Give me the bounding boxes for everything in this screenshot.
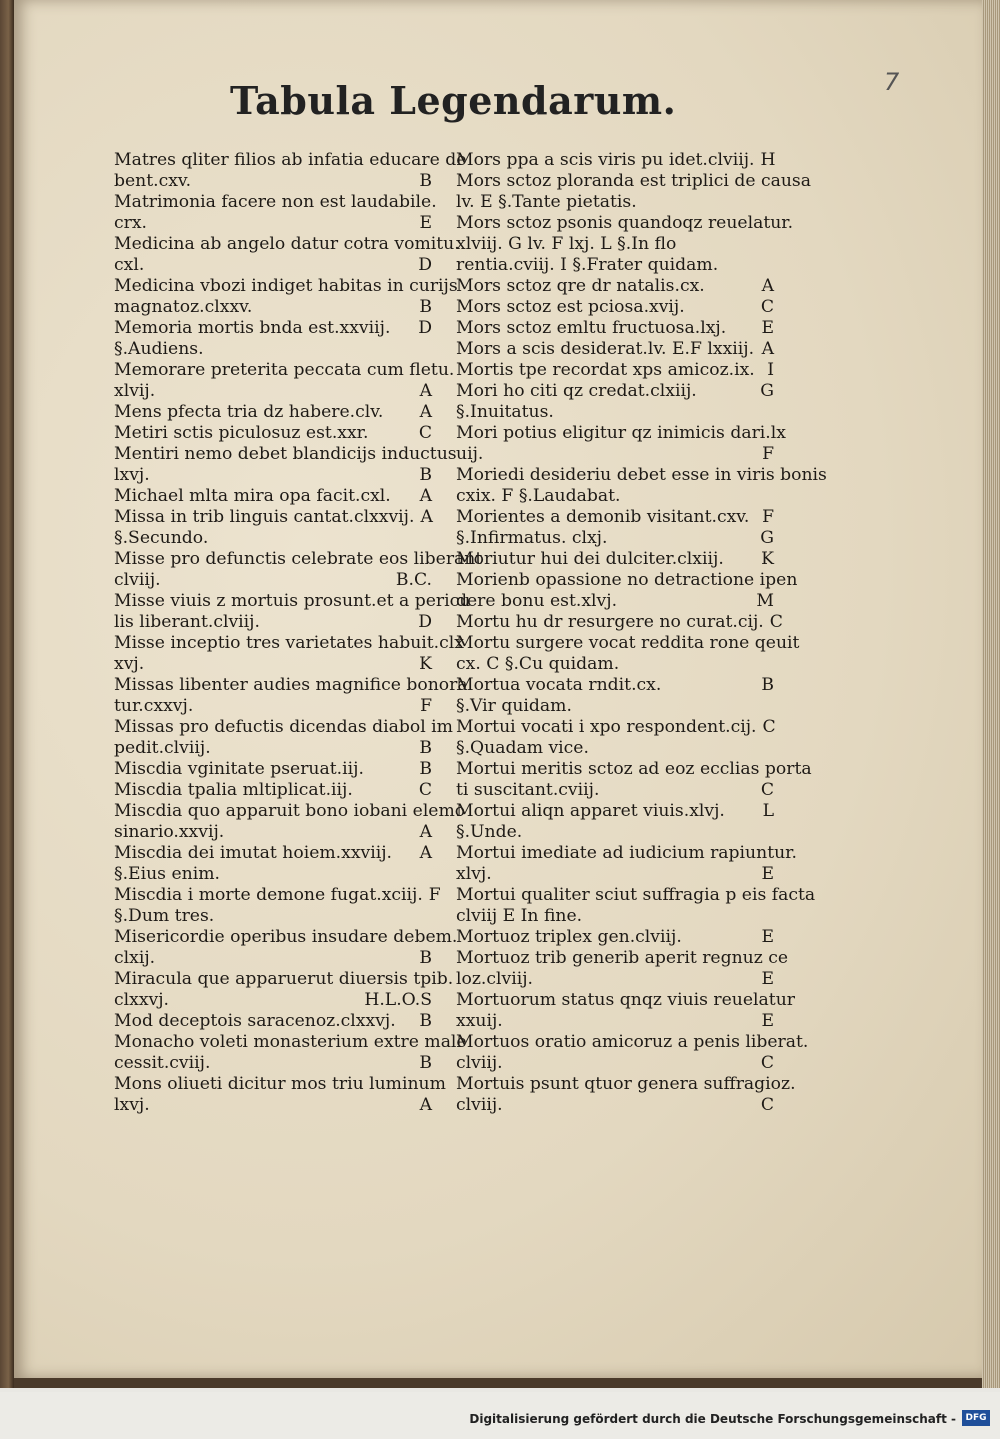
entry-text: lv. E §.Tante pietatis. — [456, 192, 637, 212]
entry-key: E — [761, 1011, 774, 1031]
right-column — [456, 150, 827, 1116]
index-entry — [114, 213, 432, 234]
index-entry — [114, 444, 457, 465]
entry-text: Mortui vocati i xpo respondent.cij. — [456, 717, 757, 737]
entry-key: F — [762, 507, 774, 527]
entry-text: clxij. — [114, 948, 156, 968]
entry-key — [446, 1074, 452, 1095]
index-entry — [114, 885, 441, 906]
index-entry — [114, 990, 432, 1011]
entry-key — [768, 486, 774, 507]
entry-text: Mori potius eligitur qz inimicis dari.lx — [456, 423, 786, 443]
index-entry — [456, 486, 774, 507]
entry-text: Miscdia i morte demone fugat.xciij. — [114, 885, 423, 905]
entry-text: Memoria mortis bnda est.xxviij. — [114, 318, 391, 338]
entry-key: B — [761, 675, 774, 695]
entry-text: Miscdia quo apparuit bono iobani elemo — [114, 801, 466, 821]
index-entry — [456, 276, 774, 297]
index-entry — [456, 591, 774, 612]
entry-text: rentia.cviij. I §.Frater quidam. — [456, 255, 719, 275]
entry-text: Mors sctoz est pciosa.xvij. — [456, 297, 685, 317]
index-entry — [456, 906, 774, 927]
entry-key: E — [419, 213, 432, 233]
page — [14, 0, 982, 1378]
entry-text: Mors sctoz qre dr natalis.cx. — [456, 276, 705, 296]
entry-key: A — [419, 1095, 432, 1115]
entry-text: Michael mlta mira opa facit.cxl. — [114, 486, 391, 506]
entry-key: E — [761, 864, 774, 884]
page-title: Tabula Legendarum. — [230, 78, 677, 123]
entry-text: Missas libenter audies magnifice bonora — [114, 675, 468, 695]
entry-key — [768, 654, 774, 675]
entry-key — [768, 696, 774, 717]
entry-text: Mortui aliqn apparet viuis.xlvj. — [456, 801, 725, 821]
index-entry — [456, 927, 774, 948]
entry-key: A — [420, 507, 433, 527]
entry-text: Memorare preterita peccata cum fletu. — [114, 360, 455, 380]
entry-key: C — [760, 297, 774, 317]
entry-key: B — [419, 759, 432, 779]
entry-key: B — [419, 171, 432, 191]
entry-key: A — [761, 276, 774, 296]
entry-key: D — [418, 612, 432, 632]
index-entry — [456, 528, 774, 549]
index-entry — [456, 633, 800, 654]
entry-text: Miracula que apparuerut diuersis tpib. — [114, 969, 454, 989]
entry-key: D — [418, 318, 432, 338]
entry-key: G — [760, 528, 774, 548]
entry-key: A — [761, 339, 774, 359]
index-entry — [114, 1074, 446, 1095]
entry-text: Matrimonia facere non est laudabile. — [114, 192, 437, 212]
entry-text: xxuij. — [456, 1011, 503, 1031]
dfg-logo: DFG — [962, 1410, 990, 1426]
entry-text: §.Inuitatus. — [456, 402, 554, 422]
entry-key: B — [419, 738, 432, 758]
entry-text: §.Audiens. — [114, 339, 204, 359]
entry-text: Mentiri nemo debet blandicijs inductus — [114, 444, 457, 464]
entry-text: cxix. F §.Laudabat. — [456, 486, 621, 506]
entry-text: Morientes a demonib visitant.cxv. — [456, 507, 750, 527]
book-spine — [0, 0, 14, 1388]
entry-key: B — [419, 297, 432, 317]
index-entry — [456, 1032, 809, 1053]
entry-key — [812, 759, 818, 780]
index-entry — [114, 1032, 467, 1053]
entry-key: A — [419, 822, 432, 842]
index-entry — [114, 969, 454, 990]
index-entry — [114, 402, 432, 423]
entry-key: F — [762, 444, 774, 464]
index-entry — [456, 843, 797, 864]
entry-text: §.Infirmatus. clxj. — [456, 528, 608, 548]
entry-key: A — [419, 402, 432, 422]
entry-text: Mors sctoz emltu fructuosa.lxj. — [456, 318, 727, 338]
index-entry — [114, 906, 432, 927]
entry-text: bent.cxv. — [114, 171, 192, 191]
entry-text: Mortui meritis sctoz ad eoz ecclias porta — [456, 759, 812, 779]
index-entry — [114, 528, 432, 549]
entry-key — [768, 738, 774, 759]
index-entry — [114, 780, 432, 801]
entry-key: H — [760, 150, 776, 170]
index-entry — [114, 276, 458, 297]
index-entry — [456, 1074, 796, 1095]
index-entry — [456, 948, 789, 969]
index-entry — [456, 738, 774, 759]
index-entry — [456, 150, 774, 171]
index-entry — [456, 822, 774, 843]
entry-key: F — [428, 885, 441, 905]
entry-text: xlvj. — [456, 864, 492, 884]
entry-text: §.Eius enim. — [114, 864, 220, 884]
entry-text: Misse pro defunctis celebrate eos liberant — [114, 549, 483, 569]
index-entry — [114, 423, 432, 444]
index-entry — [114, 1095, 432, 1116]
index-entry — [456, 801, 774, 822]
index-entry — [456, 969, 774, 990]
entry-text: Medicina ab angelo datur cotra vomitu. — [114, 234, 460, 254]
entry-key — [768, 255, 774, 276]
index-entry — [114, 1053, 432, 1074]
entry-key: L — [762, 801, 774, 821]
entry-key: D — [418, 255, 432, 275]
index-entry — [456, 1095, 774, 1116]
index-entry — [114, 654, 432, 675]
entry-key — [795, 990, 801, 1011]
entry-text: Morienb opassione no detractione ipen — [456, 570, 798, 590]
entry-text: Moriedi desideriu debet esse in viris bonis — [456, 465, 827, 485]
entry-text: clxxvj. — [114, 990, 170, 1010]
entry-key: F — [420, 696, 432, 716]
entry-text: Mortui qualiter sciut suffragia p eis facta — [456, 885, 816, 905]
entry-text: Medicina vbozi indiget habitas in curijs — [114, 276, 458, 296]
entry-key: E — [761, 927, 774, 947]
entry-text: Mortuoz trib generib aperit regnuz ce — [456, 948, 789, 968]
entry-text: §.Dum tres. — [114, 906, 215, 926]
entry-key — [797, 570, 803, 591]
index-entry — [114, 696, 432, 717]
index-entry — [114, 1011, 432, 1032]
entry-text: Mors sctoz psonis quandoqz reuelatur. — [456, 213, 794, 233]
index-entry — [114, 864, 432, 885]
index-entry — [114, 318, 432, 339]
index-entry — [114, 948, 432, 969]
index-entry — [456, 507, 774, 528]
index-entry — [114, 339, 432, 360]
entry-text: Mortuis psunt qtuor genera suffragioz. — [456, 1074, 796, 1094]
entry-text: pedit.clviij. — [114, 738, 211, 758]
index-entry — [114, 192, 437, 213]
index-entry — [456, 1053, 774, 1074]
entry-text: Mori ho citi qz credat.clxiij. — [456, 381, 697, 401]
index-entry — [456, 675, 774, 696]
index-entry — [114, 171, 432, 192]
entry-key — [793, 213, 799, 234]
entry-key — [768, 906, 774, 927]
entry-text: Mortua vocata rndit.cx. — [456, 675, 662, 695]
entry-text: Mons oliueti dicitur mos triu luminum — [114, 1074, 446, 1094]
entry-text: clviij. — [456, 1053, 503, 1073]
entry-key: B — [419, 1011, 432, 1031]
entry-key: B — [419, 948, 432, 968]
entry-key: G — [760, 381, 774, 401]
entry-key — [768, 822, 774, 843]
entry-key: A — [419, 381, 432, 401]
index-entry — [456, 297, 774, 318]
index-entry — [456, 612, 783, 633]
index-entry — [114, 717, 453, 738]
entry-text: Mors ppa a scis viris pu idet.clviij. — [456, 150, 755, 170]
index-entry — [456, 339, 774, 360]
index-entry — [114, 801, 466, 822]
index-entry — [114, 549, 483, 570]
entry-text: Matres qliter filios ab infatia educare de — [114, 150, 467, 170]
index-entry — [114, 927, 458, 948]
entry-key: I — [767, 360, 774, 380]
entry-key: B — [419, 465, 432, 485]
entry-key — [768, 234, 774, 255]
entry-key — [426, 528, 432, 549]
index-entry — [114, 255, 432, 276]
index-entry — [456, 423, 786, 444]
entry-text: xlviij. G lv. F lxj. L §.In flo — [456, 234, 677, 254]
entry-text: Miscdia vginitate pseruat.iij. — [114, 759, 364, 779]
entry-key: B — [419, 1053, 432, 1073]
entry-text: Mortui imediate ad iudicium rapiuntur. — [456, 843, 797, 863]
entry-text: Mors sctoz ploranda est triplici de causa — [456, 171, 811, 191]
entry-text: Monacho voleti monasterium extre male — [114, 1032, 467, 1052]
entry-text: Mod deceptois saracenoz.clxxvj. — [114, 1011, 396, 1031]
entry-text: cx. C §.Cu quidam. — [456, 654, 620, 674]
index-entry — [114, 843, 432, 864]
index-entry — [114, 465, 432, 486]
entry-key: A — [419, 843, 432, 863]
index-entry — [456, 780, 774, 801]
entry-text: §.Quadam vice. — [456, 738, 589, 758]
entry-key — [426, 906, 432, 927]
entry-key: M — [756, 591, 774, 611]
entry-key: K — [761, 549, 774, 569]
entry-text: xvj. — [114, 654, 145, 674]
index-entry — [114, 486, 432, 507]
index-entry — [114, 360, 455, 381]
entry-text: sinario.xxvij. — [114, 822, 225, 842]
footer-credit: Digitalisierung gefördert durch die Deutsche Forschungsgemeinschaft - — [469, 1412, 956, 1426]
entry-key: K — [419, 654, 432, 674]
entry-text: clviij E In fine. — [456, 906, 583, 926]
folio-number: 7 — [884, 68, 900, 96]
entry-key — [426, 339, 432, 360]
entry-text: loz.clviij. — [456, 969, 533, 989]
entry-text: tur.cxxvj. — [114, 696, 194, 716]
entry-text: Moriutur hui dei dulciter.clxiij. — [456, 549, 724, 569]
index-entry — [456, 990, 795, 1011]
entry-key — [786, 423, 792, 444]
index-entry — [114, 612, 432, 633]
entry-text: Mortu hu dr resurgere no curat.cij. — [456, 612, 764, 632]
index-entry — [456, 234, 774, 255]
entry-text: Mens pfecta tria dz habere.clv. — [114, 402, 384, 422]
entry-text: clviij. — [114, 570, 161, 590]
index-entry — [456, 654, 774, 675]
index-entry — [456, 255, 774, 276]
entry-text: ti suscitant.cviij. — [456, 780, 600, 800]
entry-key: H.L.O.S — [364, 990, 432, 1010]
entry-key: C — [762, 717, 776, 737]
entry-text: lxvj. — [114, 1095, 150, 1115]
index-entry — [456, 696, 774, 717]
entry-text: §.Unde. — [456, 822, 523, 842]
entry-key: C — [760, 1095, 774, 1115]
index-entry — [456, 549, 774, 570]
entry-key: C — [418, 780, 432, 800]
footer-bar — [0, 1392, 1000, 1439]
entry-text: Miscdia tpalia mltiplicat.iij. — [114, 780, 353, 800]
entry-text: Mortis tpe recordat xps amicoz.ix. — [456, 360, 755, 380]
index-entry — [456, 759, 812, 780]
entry-text: Mors a scis desiderat.lv. E.F lxxiij. — [456, 339, 755, 359]
index-entry — [114, 150, 467, 171]
index-entry — [114, 234, 460, 255]
entry-key — [797, 843, 803, 864]
entry-key: C — [769, 612, 783, 632]
entry-key — [768, 402, 774, 423]
index-entry — [456, 318, 774, 339]
index-entry — [114, 738, 432, 759]
index-entry — [456, 570, 798, 591]
entry-text: cessit.cviij. — [114, 1053, 211, 1073]
entry-key: E — [761, 318, 774, 338]
entry-text: dere bonu est.xlvj. — [456, 591, 618, 611]
entry-text: Misse viuis z mortuis prosunt.et a pericu — [114, 591, 471, 611]
index-entry — [114, 570, 432, 591]
entry-text: lis liberant.clviij. — [114, 612, 260, 632]
index-entry — [114, 507, 432, 528]
entry-key: A — [419, 486, 432, 506]
index-entry — [114, 675, 468, 696]
entry-key — [811, 171, 817, 192]
entry-text: Metiri sctis piculosuz est.xxr. — [114, 423, 369, 443]
entry-text: cxl. — [114, 255, 145, 275]
entry-text: Mortu surgere vocat reddita rone qeuit — [456, 633, 800, 653]
index-entry — [114, 759, 432, 780]
index-entry — [114, 297, 432, 318]
entry-key — [799, 633, 805, 654]
entry-key: C — [418, 423, 432, 443]
entry-text: uij. — [456, 444, 484, 464]
entry-text: Mortuorum status qnqz viuis reuelatur — [456, 990, 795, 1010]
index-entry — [456, 213, 794, 234]
entry-key — [426, 864, 432, 885]
entry-key: B.C. — [395, 570, 432, 590]
index-entry — [456, 717, 774, 738]
index-entry — [456, 465, 827, 486]
entry-key: C — [760, 780, 774, 800]
entry-text: Missas pro defuctis dicendas diabol im — [114, 717, 453, 737]
entry-text: §.Secundo. — [114, 528, 209, 548]
entry-text: xlvij. — [114, 381, 156, 401]
index-entry — [114, 591, 471, 612]
index-entry — [456, 360, 774, 381]
index-entry — [456, 864, 774, 885]
entry-key: C — [760, 1053, 774, 1073]
entry-key — [815, 885, 821, 906]
entry-key — [788, 948, 794, 969]
entry-key — [796, 1074, 802, 1095]
index-entry — [456, 171, 811, 192]
entry-text: crx. — [114, 213, 147, 233]
entry-text: §.Vir quidam. — [456, 696, 572, 716]
page-edges — [982, 0, 1000, 1388]
entry-text: magnatoz.clxxv. — [114, 297, 253, 317]
entry-key — [827, 465, 833, 486]
entry-key — [808, 1032, 814, 1053]
entry-text: Miscdia dei imutat hoiem.xxviij. — [114, 843, 393, 863]
entry-text: lxvj. — [114, 465, 150, 485]
entry-text: Mortuoz triplex gen.clviij. — [456, 927, 682, 947]
index-entry — [456, 381, 774, 402]
entry-key — [437, 192, 443, 213]
entry-key — [768, 192, 774, 213]
index-entry — [456, 402, 774, 423]
entry-text: Misse inceptio tres varietates habuit.clx — [114, 633, 464, 653]
entry-text: Misericordie operibus insudare debem. — [114, 927, 458, 947]
index-entry — [456, 444, 774, 465]
index-entry — [114, 633, 464, 654]
index-entry — [114, 381, 432, 402]
entry-text: Missa in trib linguis cantat.clxxvij. — [114, 507, 415, 527]
entry-key: E — [761, 969, 774, 989]
index-entry — [456, 1011, 774, 1032]
index-entry — [456, 192, 774, 213]
entry-text: clviij. — [456, 1095, 503, 1115]
entry-text: Mortuos oratio amicoruz a penis liberat. — [456, 1032, 809, 1052]
index-entry — [456, 885, 816, 906]
index-entry — [114, 822, 432, 843]
